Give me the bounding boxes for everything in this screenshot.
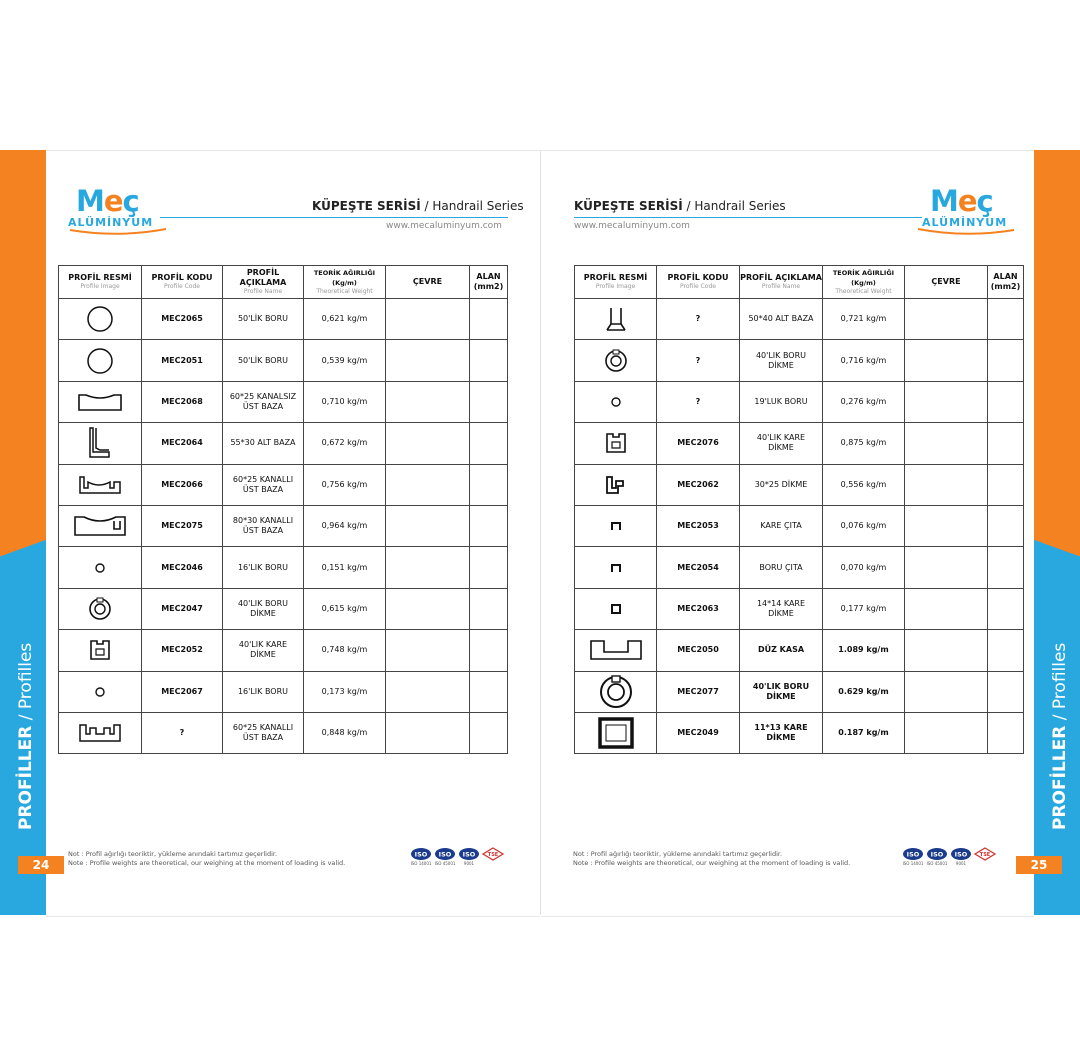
profile-perimeter: [386, 505, 470, 546]
svg-text:ISO: ISO: [438, 850, 452, 859]
header-rule-right: [574, 217, 922, 218]
profile-weight: 0,615 kg/m: [304, 588, 386, 629]
profile-code: MEC2066: [142, 464, 223, 505]
profile-perimeter: [386, 588, 470, 629]
profile-weight: 0,151 kg/m: [304, 547, 386, 588]
header-rule-left: [160, 217, 508, 218]
profile-area: [988, 505, 1024, 546]
logo-subtitle: ALÜMİNYUM: [68, 216, 154, 229]
iso-logo-icon: [950, 846, 972, 860]
col-header-area: ALAN (mm2): [988, 266, 1024, 299]
profile-code: MEC2068: [142, 381, 223, 422]
profile-perimeter: [905, 381, 988, 422]
profile-perimeter: [905, 547, 988, 588]
table-row: [575, 588, 1024, 629]
bottom-base-50-icon: [575, 299, 657, 340]
left-side-band: [0, 150, 46, 915]
col-header-perimeter: ÇEVRE: [905, 266, 988, 299]
note-en: Note : Profile weights are theoretical, our weighing at the moment of loading is valid.: [68, 859, 346, 867]
cert-caption: ISO 45001: [434, 861, 456, 866]
profile-perimeter: [905, 505, 988, 546]
profile-description: 40'LIK BORU DİKME: [740, 340, 823, 381]
profile-code: MEC2051: [142, 340, 223, 381]
brochure-spread: [0, 150, 1080, 915]
logo-wordmark: Meç: [76, 184, 139, 218]
table-row: [575, 547, 1024, 588]
series-title-left: KÜPEŞTE SERİSİ / Handrail Series: [312, 199, 524, 213]
note-right: [573, 850, 850, 868]
profile-weight: 0,721 kg/m: [823, 299, 905, 340]
profile-weight: 0,173 kg/m: [304, 671, 386, 712]
profile-perimeter: [905, 464, 988, 505]
table-row: [575, 299, 1024, 340]
profile-area: [470, 671, 508, 712]
iso-logo-icon: [902, 846, 924, 860]
profile-description: BORU ÇITA: [740, 547, 823, 588]
table-row: [575, 381, 1024, 422]
table-row: [59, 340, 508, 381]
iso-logo-icon: [458, 846, 480, 860]
profile-area: [470, 588, 508, 629]
top-base-large-icon: [59, 505, 142, 546]
profile-description: 50'LİK BORU: [223, 340, 304, 381]
post-30-25-icon: [575, 464, 657, 505]
profile-weight: 0,756 kg/m: [304, 464, 386, 505]
small-square-post-icon: [575, 588, 657, 629]
iso-logo-icon: [434, 846, 456, 860]
certification-logos-left: [410, 846, 510, 870]
profile-area: [988, 299, 1024, 340]
profile-weight: 0,621 kg/m: [304, 299, 386, 340]
col-header-area: ALAN (mm2): [470, 266, 508, 299]
profile-code: MEC2062: [657, 464, 740, 505]
profile-area: [988, 423, 1024, 464]
cert-caption: ISO 14001: [410, 861, 432, 866]
cert-caption: ISO 45001: [926, 861, 948, 866]
profile-area: [470, 340, 508, 381]
note-tr: Not : Profil ağırlığı teoriktir, yükleme anındaki tartımız geçerlidir.: [573, 850, 783, 858]
profile-perimeter: [386, 630, 470, 671]
profile-perimeter: [386, 671, 470, 712]
profile-code: MEC2049: [657, 712, 740, 753]
profile-description: 80*30 KANALLI ÜST BAZA: [223, 505, 304, 546]
right-band-label: PROFİLLER / Profilles: [1050, 642, 1070, 830]
profile-perimeter: [386, 547, 470, 588]
table-row: [59, 464, 508, 505]
profile-weight: 0,672 kg/m: [304, 423, 386, 464]
profile-area: [470, 547, 508, 588]
profile-perimeter: [386, 381, 470, 422]
col-header-perimeter: ÇEVRE: [386, 266, 470, 299]
profile-weight: 0.187 kg/m: [823, 712, 905, 753]
profile-table-right: [574, 265, 1024, 754]
table-row: [575, 464, 1024, 505]
table-row: [575, 630, 1024, 671]
profile-area: [470, 464, 508, 505]
profile-code: MEC2076: [657, 423, 740, 464]
left-band-label: PROFİLLER / Profilles: [16, 642, 36, 830]
profile-code: MEC2064: [142, 423, 223, 464]
table-row: [59, 630, 508, 671]
cert-caption: ISO 14001: [902, 861, 924, 866]
website-left: www.mecaluminyum.com: [386, 221, 502, 231]
bottom-base-icon: [59, 423, 142, 464]
profile-weight: 0,276 kg/m: [823, 381, 905, 422]
series-title-right: KÜPEŞTE SERİSİ / Handrail Series: [574, 199, 786, 213]
small-tube-icon: [59, 547, 142, 588]
svg-text:TSE: TSE: [979, 852, 991, 858]
profile-description: 19'LUK BORU: [740, 381, 823, 422]
profile-area: [988, 630, 1024, 671]
profile-area: [988, 340, 1024, 381]
note-tr: Not : Profil ağırlığı teoriktir, yükleme anındaki tartımız geçerlidir.: [68, 850, 278, 858]
profile-area: [470, 299, 508, 340]
table-header-row: [59, 266, 508, 299]
logo-wordmark: Meç: [930, 184, 993, 218]
table-row: [59, 547, 508, 588]
square-post-icon: [59, 630, 142, 671]
profile-code: MEC2046: [142, 547, 223, 588]
profile-weight: 0,177 kg/m: [823, 588, 905, 629]
note-left: [68, 850, 345, 868]
profile-table-left: [58, 265, 508, 754]
svg-text:ISO: ISO: [954, 850, 968, 859]
profile-area: [988, 712, 1024, 753]
profile-description: 16'LIK BORU: [223, 671, 304, 712]
profile-description: 11*13 KARE DİKME: [740, 712, 823, 753]
top-base-channel-2-icon: [59, 712, 142, 753]
profile-description: 40'LIK KARE DİKME: [223, 630, 304, 671]
table-row: [59, 299, 508, 340]
brand-logo-left: [68, 184, 168, 236]
profile-description: 60*25 KANALLI ÜST BAZA: [223, 712, 304, 753]
profile-weight: 1.089 kg/m: [823, 630, 905, 671]
profile-description: KARE ÇITA: [740, 505, 823, 546]
profile-description: 50*40 ALT BAZA: [740, 299, 823, 340]
profile-code: ?: [657, 381, 740, 422]
logo-subtitle: ALÜMİNYUM: [922, 216, 1008, 229]
table-row: [575, 340, 1024, 381]
profile-code: ?: [657, 340, 740, 381]
profile-code: MEC2052: [142, 630, 223, 671]
profile-description: 30*25 DİKME: [740, 464, 823, 505]
profile-weight: 0,848 kg/m: [304, 712, 386, 753]
top-base-plain-icon: [59, 381, 142, 422]
tse-logo-icon: [482, 846, 504, 860]
svg-text:ISO: ISO: [906, 850, 920, 859]
profile-area: [470, 423, 508, 464]
round-post-large-icon: [575, 671, 657, 712]
profile-weight: 0,076 kg/m: [823, 505, 905, 546]
profile-perimeter: [905, 671, 988, 712]
profile-area: [470, 505, 508, 546]
table-row: [575, 671, 1024, 712]
left-page-number: 24: [18, 856, 64, 874]
profile-code: MEC2075: [142, 505, 223, 546]
profile-description: 60*25 KANALLI ÜST BAZA: [223, 464, 304, 505]
right-side-band: [1034, 150, 1080, 915]
table-row: [59, 671, 508, 712]
flat-frame-icon: [575, 630, 657, 671]
profile-perimeter: [386, 712, 470, 753]
profile-weight: 0,539 kg/m: [304, 340, 386, 381]
round-post-icon: [575, 340, 657, 381]
table-row: [59, 423, 508, 464]
table-row: [59, 505, 508, 546]
col-header-desc: PROFİL AÇIKLAMA Profile Name: [223, 266, 304, 299]
cert-caption: 9001: [955, 861, 967, 866]
profile-code: ?: [142, 712, 223, 753]
profile-description: 40'LIK BORU DİKME: [740, 671, 823, 712]
profile-perimeter: [905, 630, 988, 671]
profile-perimeter: [905, 712, 988, 753]
page-gutter: [540, 150, 541, 915]
profile-description: 14*14 KARE DİKME: [740, 588, 823, 629]
certification-logos-right: [902, 846, 1002, 870]
table-row: [575, 712, 1024, 753]
small-tube-icon: [575, 381, 657, 422]
right-page-number: 25: [1016, 856, 1062, 874]
profile-code: ?: [657, 299, 740, 340]
logo-swoosh-icon: [916, 228, 1016, 236]
profile-code: MEC2047: [142, 588, 223, 629]
iso-logo-icon: [926, 846, 948, 860]
col-header-image: PROFİL RESMİ Profile Image: [59, 266, 142, 299]
svg-text:ISO: ISO: [462, 850, 476, 859]
website-right: www.mecaluminyum.com: [574, 221, 690, 231]
profile-description: 60*25 KANALSIZ ÜST BAZA: [223, 381, 304, 422]
table-row: [59, 712, 508, 753]
profile-weight: 0.629 kg/m: [823, 671, 905, 712]
table-row: [575, 423, 1024, 464]
profile-perimeter: [386, 423, 470, 464]
profile-description: DÜZ KASA: [740, 630, 823, 671]
svg-text:ISO: ISO: [414, 850, 428, 859]
profile-area: [988, 671, 1024, 712]
profile-area: [470, 630, 508, 671]
col-header-code: PROFİL KODU Profile Code: [142, 266, 223, 299]
profile-code: MEC2054: [657, 547, 740, 588]
top-base-channel-icon: [59, 464, 142, 505]
profile-perimeter: [905, 588, 988, 629]
profile-weight: 0,716 kg/m: [823, 340, 905, 381]
col-header-code: PROFİL KODU Profile Code: [657, 266, 740, 299]
profile-code: MEC2063: [657, 588, 740, 629]
profile-area: [988, 588, 1024, 629]
profile-perimeter: [386, 464, 470, 505]
profile-description: 40'LIK KARE DİKME: [740, 423, 823, 464]
profile-perimeter: [905, 340, 988, 381]
profile-weight: 0,964 kg/m: [304, 505, 386, 546]
profile-area: [470, 712, 508, 753]
profile-weight: 0,710 kg/m: [304, 381, 386, 422]
profile-description: 16'LIK BORU: [223, 547, 304, 588]
svg-text:TSE: TSE: [487, 852, 499, 858]
col-header-weight: TEORİK AĞIRLIĞI (Kg/m) Theoretical Weight: [304, 266, 386, 299]
profile-perimeter: [386, 340, 470, 381]
iso-logo-icon: [410, 846, 432, 860]
profile-perimeter: [905, 423, 988, 464]
small-tube-icon: [59, 671, 142, 712]
profile-area: [988, 381, 1024, 422]
col-header-weight: TEORİK AĞIRLIĞI (Kg/m) Theoretical Weight: [823, 266, 905, 299]
profile-perimeter: [905, 299, 988, 340]
logo-swoosh-icon: [68, 228, 168, 236]
profile-code: MEC2050: [657, 630, 740, 671]
profile-weight: 0,875 kg/m: [823, 423, 905, 464]
round-post-icon: [59, 588, 142, 629]
profile-code: MEC2053: [657, 505, 740, 546]
profile-code: MEC2077: [657, 671, 740, 712]
profile-area: [988, 464, 1024, 505]
round-tube-50-icon: [59, 299, 142, 340]
brand-logo-right: [916, 184, 1016, 236]
cert-caption: 9001: [463, 861, 475, 866]
round-tube-50-icon: [59, 340, 142, 381]
table-row: [59, 588, 508, 629]
profile-code: MEC2067: [142, 671, 223, 712]
profile-code: MEC2065: [142, 299, 223, 340]
square-post-icon: [575, 423, 657, 464]
tse-logo-icon: [974, 846, 996, 860]
table-row: [59, 381, 508, 422]
profile-description: 55*30 ALT BAZA: [223, 423, 304, 464]
table-header-row: [575, 266, 1024, 299]
profile-weight: 0,070 kg/m: [823, 547, 905, 588]
svg-text:ISO: ISO: [930, 850, 944, 859]
profile-description: 40'LIK BORU DİKME: [223, 588, 304, 629]
profile-weight: 0,748 kg/m: [304, 630, 386, 671]
profile-description: 50'LİK BORU: [223, 299, 304, 340]
col-header-desc: PROFİL AÇIKLAMA Profile Name: [740, 266, 823, 299]
profile-perimeter: [386, 299, 470, 340]
table-row: [575, 505, 1024, 546]
profile-area: [988, 547, 1024, 588]
note-en: Note : Profile weights are theoretical, our weighing at the moment of loading is valid.: [573, 859, 851, 867]
square-strip-icon: [575, 505, 657, 546]
square-post-large-icon: [575, 712, 657, 753]
profile-area: [470, 381, 508, 422]
profile-weight: 0,556 kg/m: [823, 464, 905, 505]
tube-strip-icon: [575, 547, 657, 588]
col-header-image: PROFİL RESMİ Profile Image: [575, 266, 657, 299]
